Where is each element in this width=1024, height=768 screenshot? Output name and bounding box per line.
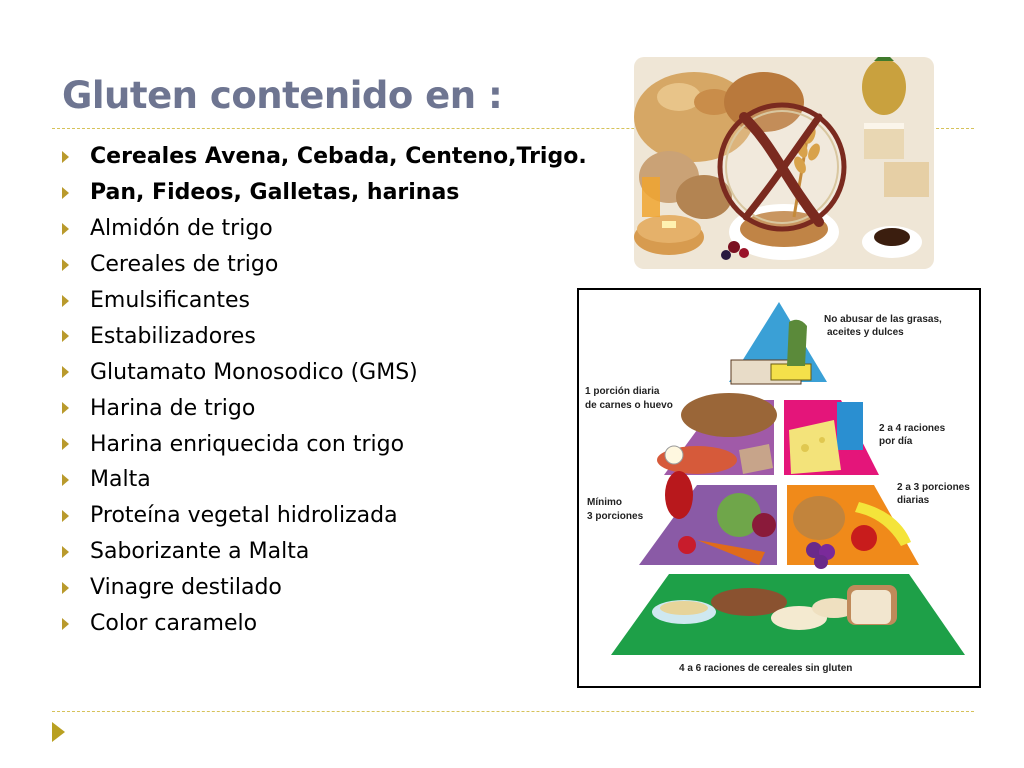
bullet-text: Malta [90,467,151,493]
bullet-text: Estabilizadores [90,323,256,349]
bullet-text: Vinagre destilado [90,575,282,601]
footer-divider [52,711,974,712]
label-fats-line1: No abusar de las grasas, [824,314,942,325]
bullet-arrow-icon [62,546,69,558]
bullet-arrow-icon [62,402,69,414]
bullet-item [62,534,587,570]
bullet-text: Emulsificantes [90,288,250,313]
bullet-arrow-icon [62,295,69,307]
bullet-text: Color caramelo [90,611,258,637]
bullet-text: Almidón de trigo [90,216,273,242]
bullet-list [62,139,587,641]
bullet-item [62,498,587,534]
bullet-item [62,570,587,606]
label-proteins-line1: 1 porción diaria [585,386,660,397]
bullet-text: Pan, Fideos, Galletas, harinas [90,180,460,206]
bullet-arrow-icon [62,259,69,271]
bullet-item [62,139,587,175]
food-pyramid [579,290,979,686]
bullet-arrow-icon [62,474,69,486]
label-dairy-line1: 2 a 4 raciones [879,423,946,434]
label-fruits-line2: diarias [897,495,930,506]
bullet-arrow-icon [62,330,69,342]
bullet-item [62,606,587,642]
bullet-arrow-icon [62,510,69,522]
bullet-item [62,426,587,462]
label-proteins-line2: de carnes o huevo [585,400,673,411]
bullet-item [62,318,587,354]
gluten-free-food-photo [634,57,934,269]
bullet-item [62,462,587,498]
bullet-text: Cereales de trigo [90,252,279,278]
bullet-text: Cereales Avena, Cebada, Centeno,Trigo. [90,144,587,170]
bullet-arrow-icon [62,618,69,630]
label-vegetables-line2: 3 porciones [587,511,644,522]
label-fats-line2: aceites y dulces [827,327,904,338]
food-illustration [634,57,934,269]
bullet-arrow-icon [62,366,69,378]
label-dairy-line2: por día [879,436,913,447]
bullet-text: Harina de trigo [90,395,256,421]
bullet-text: Proteína vegetal hidrolizada [90,503,398,529]
bullet-arrow-icon [62,223,69,235]
label-fruits-line1: 2 a 3 porciones [897,482,970,493]
food-pyramid-figure [577,288,981,688]
bullet-arrow-icon [62,151,69,163]
label-vegetables-line1: Mínimo [587,497,622,508]
bullet-arrow-icon [62,438,69,450]
bullet-text: Glutamato Monosodico (GMS) [90,359,418,385]
bullet-item [62,175,587,211]
slide-title: Gluten contenido en : [62,74,503,117]
bullet-text: Saborizante a Malta [90,539,310,565]
bullet-item [62,390,587,426]
bullet-item [62,283,587,319]
bullet-text: Harina enriquecida con trigo [90,431,405,457]
next-slide-arrow-icon[interactable] [52,722,65,742]
bullet-arrow-icon [62,582,69,594]
bullet-item [62,247,587,283]
bullet-item [62,354,587,390]
label-cereals: 4 a 6 raciones de cereales sin gluten [679,663,853,674]
bullet-item [62,211,587,247]
bullet-arrow-icon [62,187,69,199]
